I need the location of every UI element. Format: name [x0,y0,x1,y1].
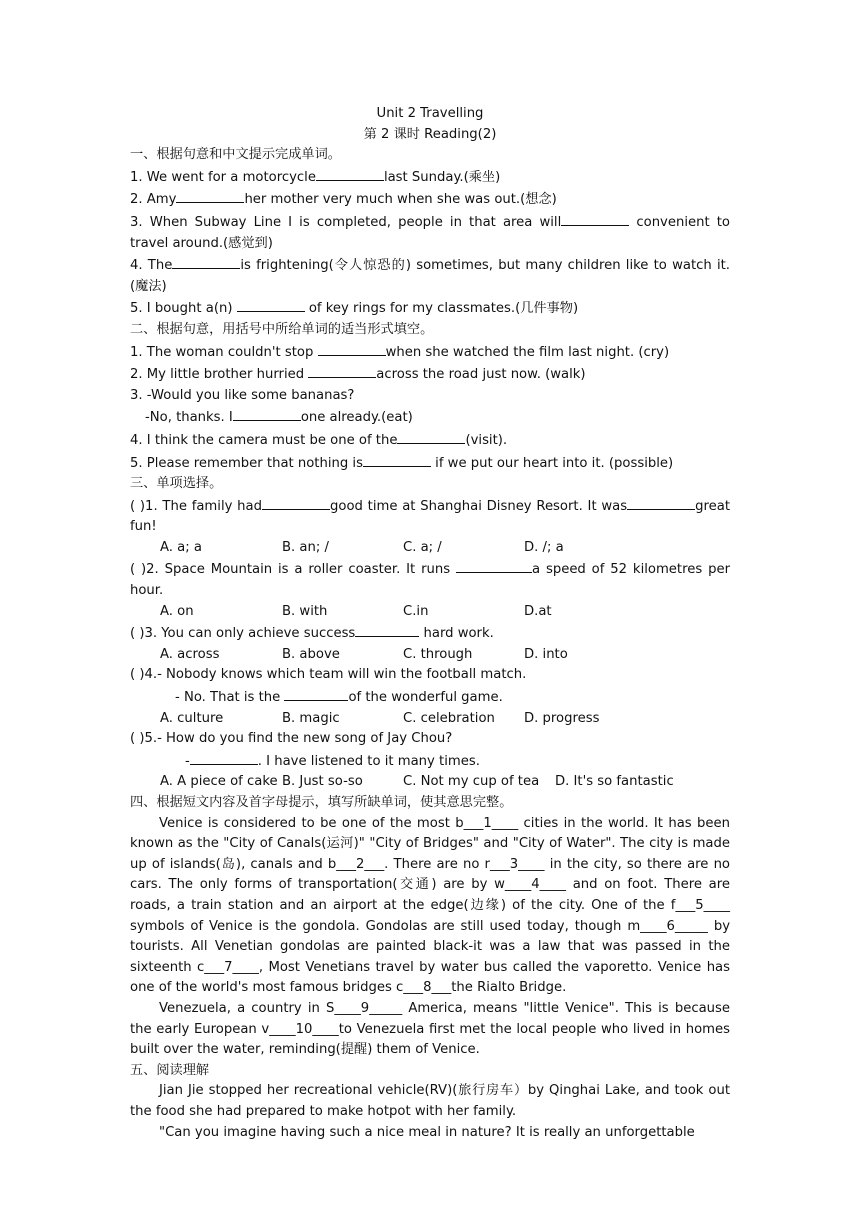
option-c[interactable]: C.in [403,603,429,619]
answer-blank[interactable] [561,211,629,226]
s1-question-3: 3. When Subway Line I is completed, people in that area will convenient to travel around.(感觉到) [130,211,730,254]
s3-question-3: ( )3. You can only achieve success hard work. [130,622,730,645]
answer-blank[interactable] [363,452,431,467]
s5-paragraph-1: Jian Jie stopped her recreational vehicle(RV)(旅行房车）by Qinghai Lake, and took out the food she had prepared to make hotpot with her family. [130,1083,730,1119]
answer-blank[interactable] [308,363,376,378]
answer-blank[interactable] [316,166,384,181]
s3-question-1: ( )1. The family had good time at Shanghai Disney Resort. It was great fun! [130,495,730,538]
section-4-heading: 四、根据短文内容及首字母提示，填写所缺单词，使其意思完整。 [130,795,513,810]
option-b[interactable]: B. above [282,646,340,662]
option-a[interactable]: A. on [160,603,194,619]
option-b[interactable]: B. an; / [282,539,329,555]
page-title: Unit 2 Travelling [376,106,484,121]
s5-paragraph-2: "Can you imagine having such a nice meal in nature? It is really an unforgettable [159,1124,695,1140]
option-d[interactable]: D. It's so fantastic [555,774,674,790]
s2-question-3a: 3. -Would you like some bananas? [130,387,355,403]
option-b[interactable]: B. with [282,603,328,619]
s3-q4-options [130,709,730,730]
option-a[interactable]: A. across [160,646,220,662]
option-a[interactable]: A. culture [160,710,224,726]
answer-blank[interactable] [318,341,386,356]
s3-question-5a: ( )5.- How do you find the new song of Jay Chou? [130,731,453,747]
s3-question-5b: - . I have listened to it many times. [130,750,730,773]
option-d[interactable]: D. progress [524,710,600,726]
s2-question-4: 4. I think the camera must be one of the (visit). [130,429,730,452]
option-b[interactable]: B. Just so-so [282,774,363,790]
s3-q2-options [130,602,730,623]
answer-blank[interactable] [262,495,330,510]
answer-blank[interactable] [456,558,532,573]
answer-blank[interactable] [284,686,348,701]
s1-question-5: 5. I bought a(n) of key rings for my classmates.(几件事物) [130,297,730,320]
s1-question-1: 1. We went for a motorcycle last Sunday.(乘坐) [130,166,730,189]
s2-question-5: 5. Please remember that nothing is if we put our heart into it. (possible) [130,452,730,475]
section-5-heading: 五、阅读理解 [130,1062,210,1078]
answer-blank[interactable] [172,254,240,269]
lesson-subtitle: 第 2 课时 Reading(2) [363,126,497,142]
answer-blank[interactable] [237,297,305,312]
s2-question-1: 1. The woman couldn't stop when she watched the film last night. (cry) [130,341,730,364]
s2-question-2: 2. My little brother hurried across the road just now. (walk) [130,363,730,386]
answer-blank[interactable] [190,750,258,765]
s3-question-4b: - No. That is the of the wonderful game. [130,686,730,709]
answer-blank[interactable] [176,188,244,203]
option-d[interactable]: D.at [524,603,552,619]
answer-blank[interactable] [627,495,695,510]
s3-question-2: ( )2. Space Mountain is a roller coaster. It runs a speed of 52 kilometres per hour. [130,558,730,601]
option-c[interactable]: C. Not my cup of tea [403,774,540,790]
option-d[interactable]: D. into [524,646,568,662]
section-3-heading: 三、单项选择。 [130,476,223,492]
answer-blank[interactable] [233,406,301,421]
s4-paragraph-1: Venice is considered to be one of the most b___1____ cities in the world. It has been known as the "City of Canals(运河)" "City of Bridges" and "City of Water". The city is made up of islands(岛), canals and b___2___. There are no r___3____ in the city, so there are no cars. The only forms of transportation(交通) are by w____4____ and on foot. There are roads, a train station and an airport at the edge(边缘) of the city. One of the f___5____ symbols of Venice is the gondola. Gondolas are still used today, though m____6_____ by tourists. All Venetian gondolas are painted black-it was a law that was passed in the sixteenth c___7____, Most Venetians travel by water bus called the vaporetto. Venice has one of the world's most famous bridges c___8___the Rialto Bridge. [130,815,730,996]
option-a[interactable]: A. a; a [160,539,202,555]
s3-question-4a: ( )4.- Nobody knows which team will win the football match. [130,667,527,683]
s1-question-2: 2. Amy her mother very much when she was out.(想念) [130,188,730,211]
s1-question-4: 4. The is frightening(令人惊恐的) sometimes, but many children like to watch it.(魔法) [130,254,730,297]
s3-q5-options [130,772,730,793]
option-a[interactable]: A. A piece of cake [160,774,278,790]
s2-question-3b: -No, thanks. I one already.(eat) [130,406,730,429]
option-b[interactable]: B. magic [282,710,340,726]
option-d[interactable]: D. /; a [524,539,564,555]
option-c[interactable]: C. through [403,646,473,662]
answer-blank[interactable] [355,622,419,637]
answer-blank[interactable] [397,429,465,444]
section-1-heading: 一、根据句意和中文提示完成单词。 [130,147,341,163]
section-2-heading: 二、根据句意，用括号中所给单词的适当形式填空。 [130,321,434,337]
s3-q3-options [130,645,730,666]
option-c[interactable]: C. celebration [403,710,495,726]
s3-q1-options [130,538,730,559]
option-c[interactable]: C. a; / [403,539,442,555]
worksheet [130,104,730,1143]
s4-paragraph-2: Venezuela, a country in S____9_____ America, means "little Venice". This is because the early European v____10____to Venezuela first met the local people who lived in homes built over the water, reminding(提醒) them of Venice. [130,1000,730,1058]
